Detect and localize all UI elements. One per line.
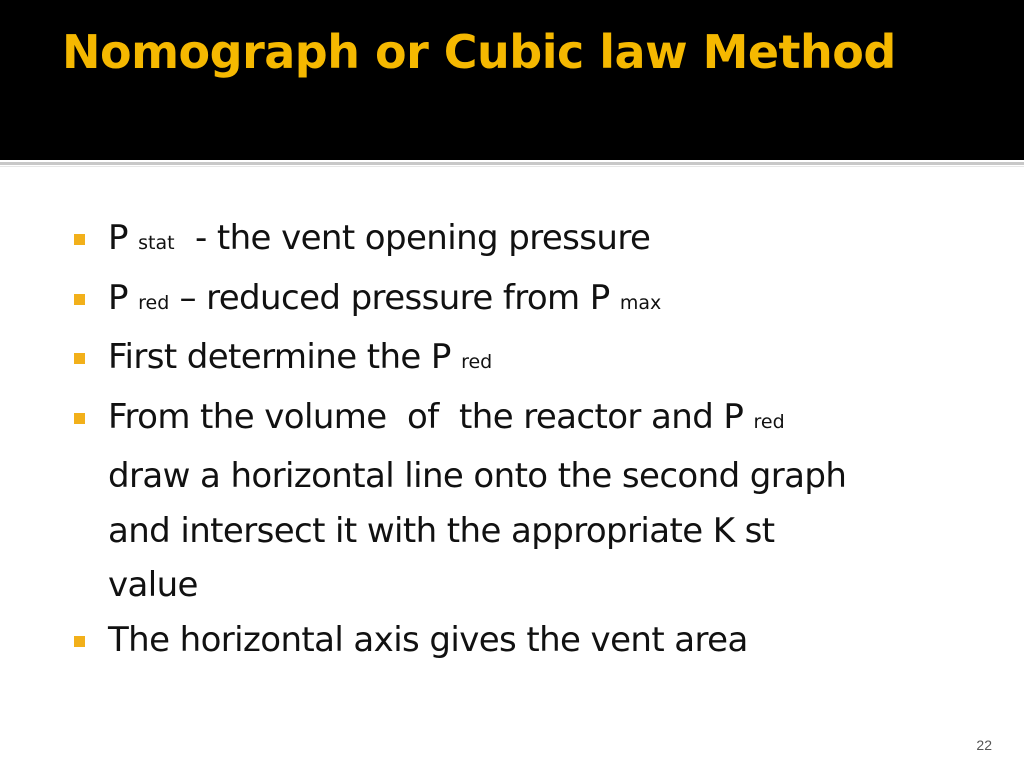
bullet-text: - the vent opening pressure [174,218,651,258]
header-divider-shadow [0,166,1024,167]
title-bar [0,0,1024,160]
bullet-text: First determine the P [108,337,462,377]
bullet-marker-icon [74,353,85,364]
bullet-text: From the volume of the reactor and P [108,396,754,437]
slide-title: Nomograph or Cubic law Method [62,25,896,79]
header-divider [0,162,1024,165]
subscript-red: red [753,410,785,433]
page-number: 22 [976,737,992,753]
subscript-stat: stat [138,232,175,254]
bullet-item-p-red [74,271,954,331]
subscript-red: red [461,351,493,373]
bullet-text-line: and intersect it with the appropriate K st [108,510,775,551]
bullet-text: – reduced pressure from P [169,277,620,318]
bullet-list [74,211,954,667]
bullet-text-line: draw a horizontal line onto the second graph [108,456,847,496]
bullet-text: P [108,277,139,318]
bullet-item-horizontal-axis [74,613,954,668]
bullet-marker-icon [74,234,85,245]
bullet-marker-icon [74,413,85,424]
bullet-marker-icon [74,294,85,305]
bullet-item-first-determine [74,330,954,390]
bullet-marker-icon [74,636,85,647]
bullet-item-p-stat [74,211,954,271]
bullet-item-from-volume [74,390,954,613]
bullet-text: P [108,218,139,258]
bullet-text: The horizontal axis gives the vent area [108,619,748,660]
subscript-red: red [138,291,170,314]
subscript-max: max [619,291,662,314]
bullet-text-line: value [108,565,198,605]
